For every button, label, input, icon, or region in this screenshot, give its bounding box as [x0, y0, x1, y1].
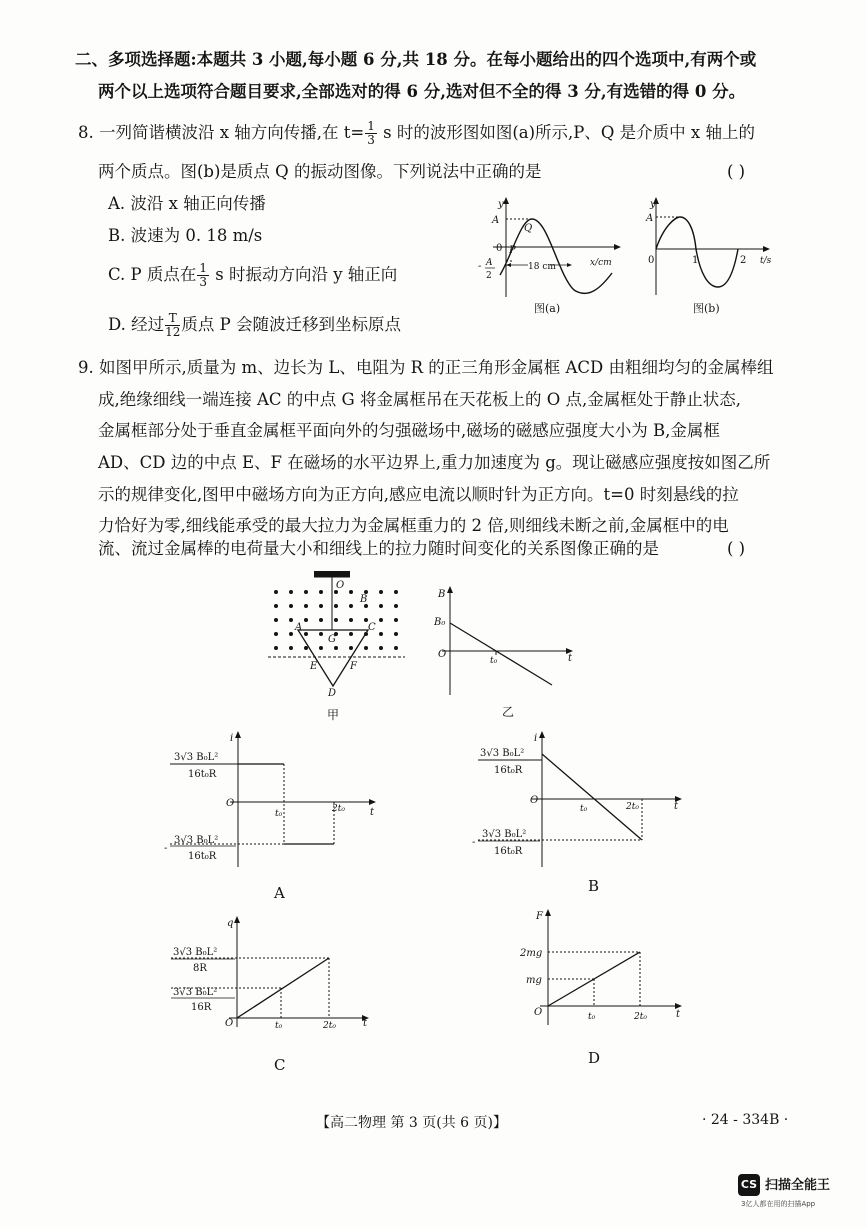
magnetic-field-dot — [304, 646, 308, 650]
jia-a-label: A — [295, 622, 303, 633]
graph-d-axis-label: F — [536, 911, 543, 922]
jia-b-label: B — [360, 594, 368, 605]
graph-c-top-den: 8R — [193, 963, 207, 974]
jia-o-label: O — [336, 580, 345, 591]
watermark-title: 扫描全能王 — [765, 1178, 831, 1193]
fig-a-y-label: y — [498, 199, 504, 210]
graph-d-option-label: D — [588, 1049, 601, 1067]
magnetic-field-dot — [274, 604, 278, 608]
fig-b-t1-label: 1 — [692, 255, 699, 266]
magnetic-field-dot — [349, 632, 353, 636]
graph-a-bot-den: 16t₀R — [188, 851, 217, 862]
magnetic-field-dot — [319, 632, 323, 636]
fig-b-y-label: y — [650, 199, 656, 210]
graph-a-t0: t₀ — [275, 809, 283, 819]
jia-d-label: D — [328, 688, 337, 699]
yi-o-label: O — [438, 649, 447, 660]
fig-a-caption: 图(a) — [534, 302, 561, 315]
graph-b-t-label: t — [674, 801, 679, 812]
magnetic-field-dot — [319, 618, 323, 622]
graph-c-option-label: C — [274, 1056, 286, 1074]
graph-c-mid-den: 16R — [191, 1002, 212, 1013]
graph-c-t-label: t — [363, 1018, 368, 1029]
magnetic-field-dot — [304, 604, 308, 608]
q9-figure-yi — [432, 583, 582, 698]
magnetic-field-dot — [334, 604, 338, 608]
graph-a-t-label: t — [370, 807, 375, 818]
graph-d-t-label: t — [676, 1009, 681, 1020]
magnetic-field-dot — [379, 632, 383, 636]
magnetic-field-dot — [319, 590, 323, 594]
graph-b-top-num: 3√3 B₀L² — [480, 748, 525, 759]
graph-b-option-label: B — [588, 877, 600, 895]
magnetic-field-dot — [394, 590, 398, 594]
jia-g-label: G — [328, 634, 336, 645]
section-header-line2: 两个以上选项符合题目要求,全部选对的得 6 分,选对但不全的得 3 分,有选错的得 0 分。 — [98, 82, 746, 101]
graph-c-mid-num: 3√3 B₀L² — [173, 987, 218, 998]
magnetic-field-dot — [349, 604, 353, 608]
page-footer: 【高二物理 第 3 页(共 6 页)】 — [316, 1115, 507, 1131]
graph-b-t0: t₀ — [580, 804, 588, 814]
graph-d-origin: O — [534, 1007, 543, 1018]
q8-time-fraction: $\frac{1}{3}$ — [367, 119, 375, 147]
fig-b-origin-label: 0 — [648, 255, 655, 266]
q9-figure-jia — [262, 568, 412, 708]
graph-a-origin: O — [226, 798, 235, 809]
fig-a-neg-den: 2 — [486, 271, 492, 281]
magnetic-field-dot — [349, 646, 353, 650]
q9-graph-a — [160, 727, 385, 872]
fig-a-p-label: P — [509, 245, 516, 256]
graph-d-t0: t₀ — [588, 1012, 596, 1022]
camscanner-icon: CS — [738, 1174, 760, 1196]
graph-a-top-den: 16t₀R — [188, 769, 217, 780]
magnetic-field-dot — [394, 604, 398, 608]
q9-answer-paren: ( ) — [727, 539, 746, 558]
graph-c-origin: O — [225, 1018, 234, 1029]
magnetic-field-dot — [289, 632, 293, 636]
graph-b-origin: O — [530, 795, 539, 806]
graph-d-mid: mg — [526, 975, 542, 986]
q8-option-a: A. 波沿 x 轴正向传播 — [108, 194, 266, 213]
magnetic-field-dot — [304, 632, 308, 636]
q8-stem-line1: 8. 一列简谐横波沿 x 轴方向传播,在 t= $\frac{1}{3}$ s 时的波形图如图(a)所示,P、Q 是介质中 x 轴上的 — [78, 119, 755, 147]
magnetic-field-dot — [304, 590, 308, 594]
magnetic-field-dot — [349, 618, 353, 622]
magnetic-field-dot — [394, 618, 398, 622]
magnetic-field-dot — [364, 646, 368, 650]
fig-a-distance-label: 18 cm — [528, 262, 556, 272]
q8-option-b: B. 波速为 0. 18 m/s — [108, 226, 263, 245]
magnetic-field-dot — [319, 604, 323, 608]
yi-caption: 乙 — [502, 705, 515, 719]
q8-option-d: D. 经过 $\frac{T}{12}$ 质点 P 会随波迁移到坐标原点 — [108, 311, 402, 339]
fig-a-neg-num: A — [486, 258, 493, 268]
graph-b-top-den: 16t₀R — [494, 765, 523, 776]
magnetic-field-dot — [379, 604, 383, 608]
magnetic-field-dot — [319, 646, 323, 650]
q8-figure-b — [642, 195, 782, 300]
q9-stem-line2: 成,绝缘细线一端连接 AC 的中点 G 将金属框吊在天花板上的 O 点,金属框处于静止状态, — [98, 390, 741, 409]
scanner-watermark — [738, 1172, 858, 1217]
graph-b-2t0: 2t₀ — [626, 802, 639, 812]
section-header-line1: 二、多项选择题:本题共 3 小题,每小题 6 分,共 18 分。在每小题给出的四个选项中,有两个或 — [75, 50, 757, 69]
graph-b-neg: - — [472, 837, 476, 848]
fig-a-neg-sign: - — [478, 261, 482, 272]
magnetic-field-dot — [334, 646, 338, 650]
q9-stem-line6: 力恰好为零,细线能承受的最大拉力为金属框重力的 2 倍,则细线未断之前,金属框中的电 — [98, 516, 729, 535]
yi-t-label: t — [568, 653, 573, 664]
magnetic-field-dot — [289, 604, 293, 608]
magnetic-field-dot — [274, 618, 278, 622]
magnetic-field-dot — [334, 618, 338, 622]
graph-c-axis-label: q — [227, 918, 234, 929]
magnetic-field-dot — [274, 590, 278, 594]
q8-option-c: C. P 质点在 $\frac{1}{3}$ s 时振动方向沿 y 轴正向 — [108, 261, 398, 289]
jia-f-label: F — [350, 661, 357, 672]
magnetic-field-dot — [379, 646, 383, 650]
yi-b-label: B — [438, 589, 446, 600]
graph-a-top-num: 3√3 B₀L² — [174, 752, 219, 763]
q9-stem-line7: 流、流过金属棒的电荷量大小和细线上的拉力随时间变化的关系图像正确的是 — [98, 539, 659, 558]
graph-b-axis-label: i — [534, 733, 538, 744]
fig-b-x-label: t/s — [760, 256, 772, 266]
graph-a-option-label: A — [274, 884, 285, 902]
fig-b-t2-label: 2 — [740, 255, 747, 266]
magnetic-field-dot — [274, 632, 278, 636]
magnetic-field-dot — [349, 590, 353, 594]
jia-caption: 甲 — [327, 708, 340, 722]
graph-c-t0: t₀ — [275, 1021, 283, 1031]
graph-a-2t0: 2t₀ — [332, 804, 345, 814]
magnetic-field-dot — [289, 590, 293, 594]
graph-d-top: 2mg — [520, 948, 543, 959]
magnetic-field-dot — [289, 618, 293, 622]
q9-stem-line4: AD、CD 边的中点 E、F 在磁场的水平边界上,重力加速度为 g。现让磁感应强度按如图乙所 — [98, 453, 771, 472]
graph-b-bot-num: 3√3 B₀L² — [482, 829, 527, 840]
exam-code: · 24 - 334B · — [702, 1112, 789, 1128]
graph-a-neg: - — [164, 843, 168, 854]
q9-graph-b — [470, 727, 695, 872]
jia-e-label: E — [310, 661, 318, 672]
q9-stem-line5: 示的规律变化,图甲中磁场方向为正方向,感应电流以顺时针为正方向。t=0 时刻悬线的拉 — [98, 485, 739, 504]
magnetic-field-dot — [379, 618, 383, 622]
graph-a-bot-num: 3√3 B₀L² — [174, 835, 219, 846]
jia-c-label: C — [368, 622, 376, 633]
graph-c-top-num: 3√3 B₀L² — [173, 947, 218, 958]
fig-a-amp-label: A — [492, 215, 500, 226]
fig-a-origin-label: 0 — [496, 243, 503, 254]
q8-stem-line2: 两个质点。图(b)是质点 Q 的振动图像。下列说法中正确的是 — [98, 162, 542, 181]
fig-a-x-label: x/cm — [590, 258, 612, 268]
graph-b-bot-den: 16t₀R — [494, 846, 523, 857]
magnetic-field-dot — [379, 590, 383, 594]
q9-stem-line3: 金属框部分处于垂直金属框平面向外的匀强磁场中,磁场的磁感应强度大小为 B,金属框 — [98, 421, 720, 440]
q8-answer-paren: ( ) — [727, 162, 746, 181]
magnetic-field-dot — [274, 646, 278, 650]
q8-optd-fraction: $\frac{T}{12}$ — [165, 311, 181, 339]
graph-d-2t0: 2t₀ — [634, 1012, 647, 1022]
fig-a-q-label: Q — [524, 223, 533, 234]
q9-graph-d — [518, 905, 698, 1030]
fig-b-caption: 图(b) — [693, 302, 720, 315]
magnetic-field-dot — [394, 632, 398, 636]
magnetic-field-dot — [394, 646, 398, 650]
graph-a-axis-label: i — [230, 733, 234, 744]
q9-stem-line1: 9. 如图甲所示,质量为 m、边长为 L、电阻为 R 的正三角形金属框 ACD 由粗细均匀的金属棒组 — [78, 358, 774, 377]
yi-t0-label: t₀ — [490, 656, 498, 666]
q9-graph-c — [165, 912, 385, 1037]
magnetic-field-dot — [304, 618, 308, 622]
q8-optc-fraction: $\frac{1}{3}$ — [199, 261, 208, 289]
watermark-subtitle: 3亿人都在用的扫描App — [741, 1200, 816, 1208]
graph-c-2t0: 2t₀ — [323, 1021, 336, 1031]
yi-b0-label: B₀ — [434, 617, 446, 628]
fig-b-amp-label: A — [646, 213, 654, 224]
magnetic-field-dot — [289, 646, 293, 650]
